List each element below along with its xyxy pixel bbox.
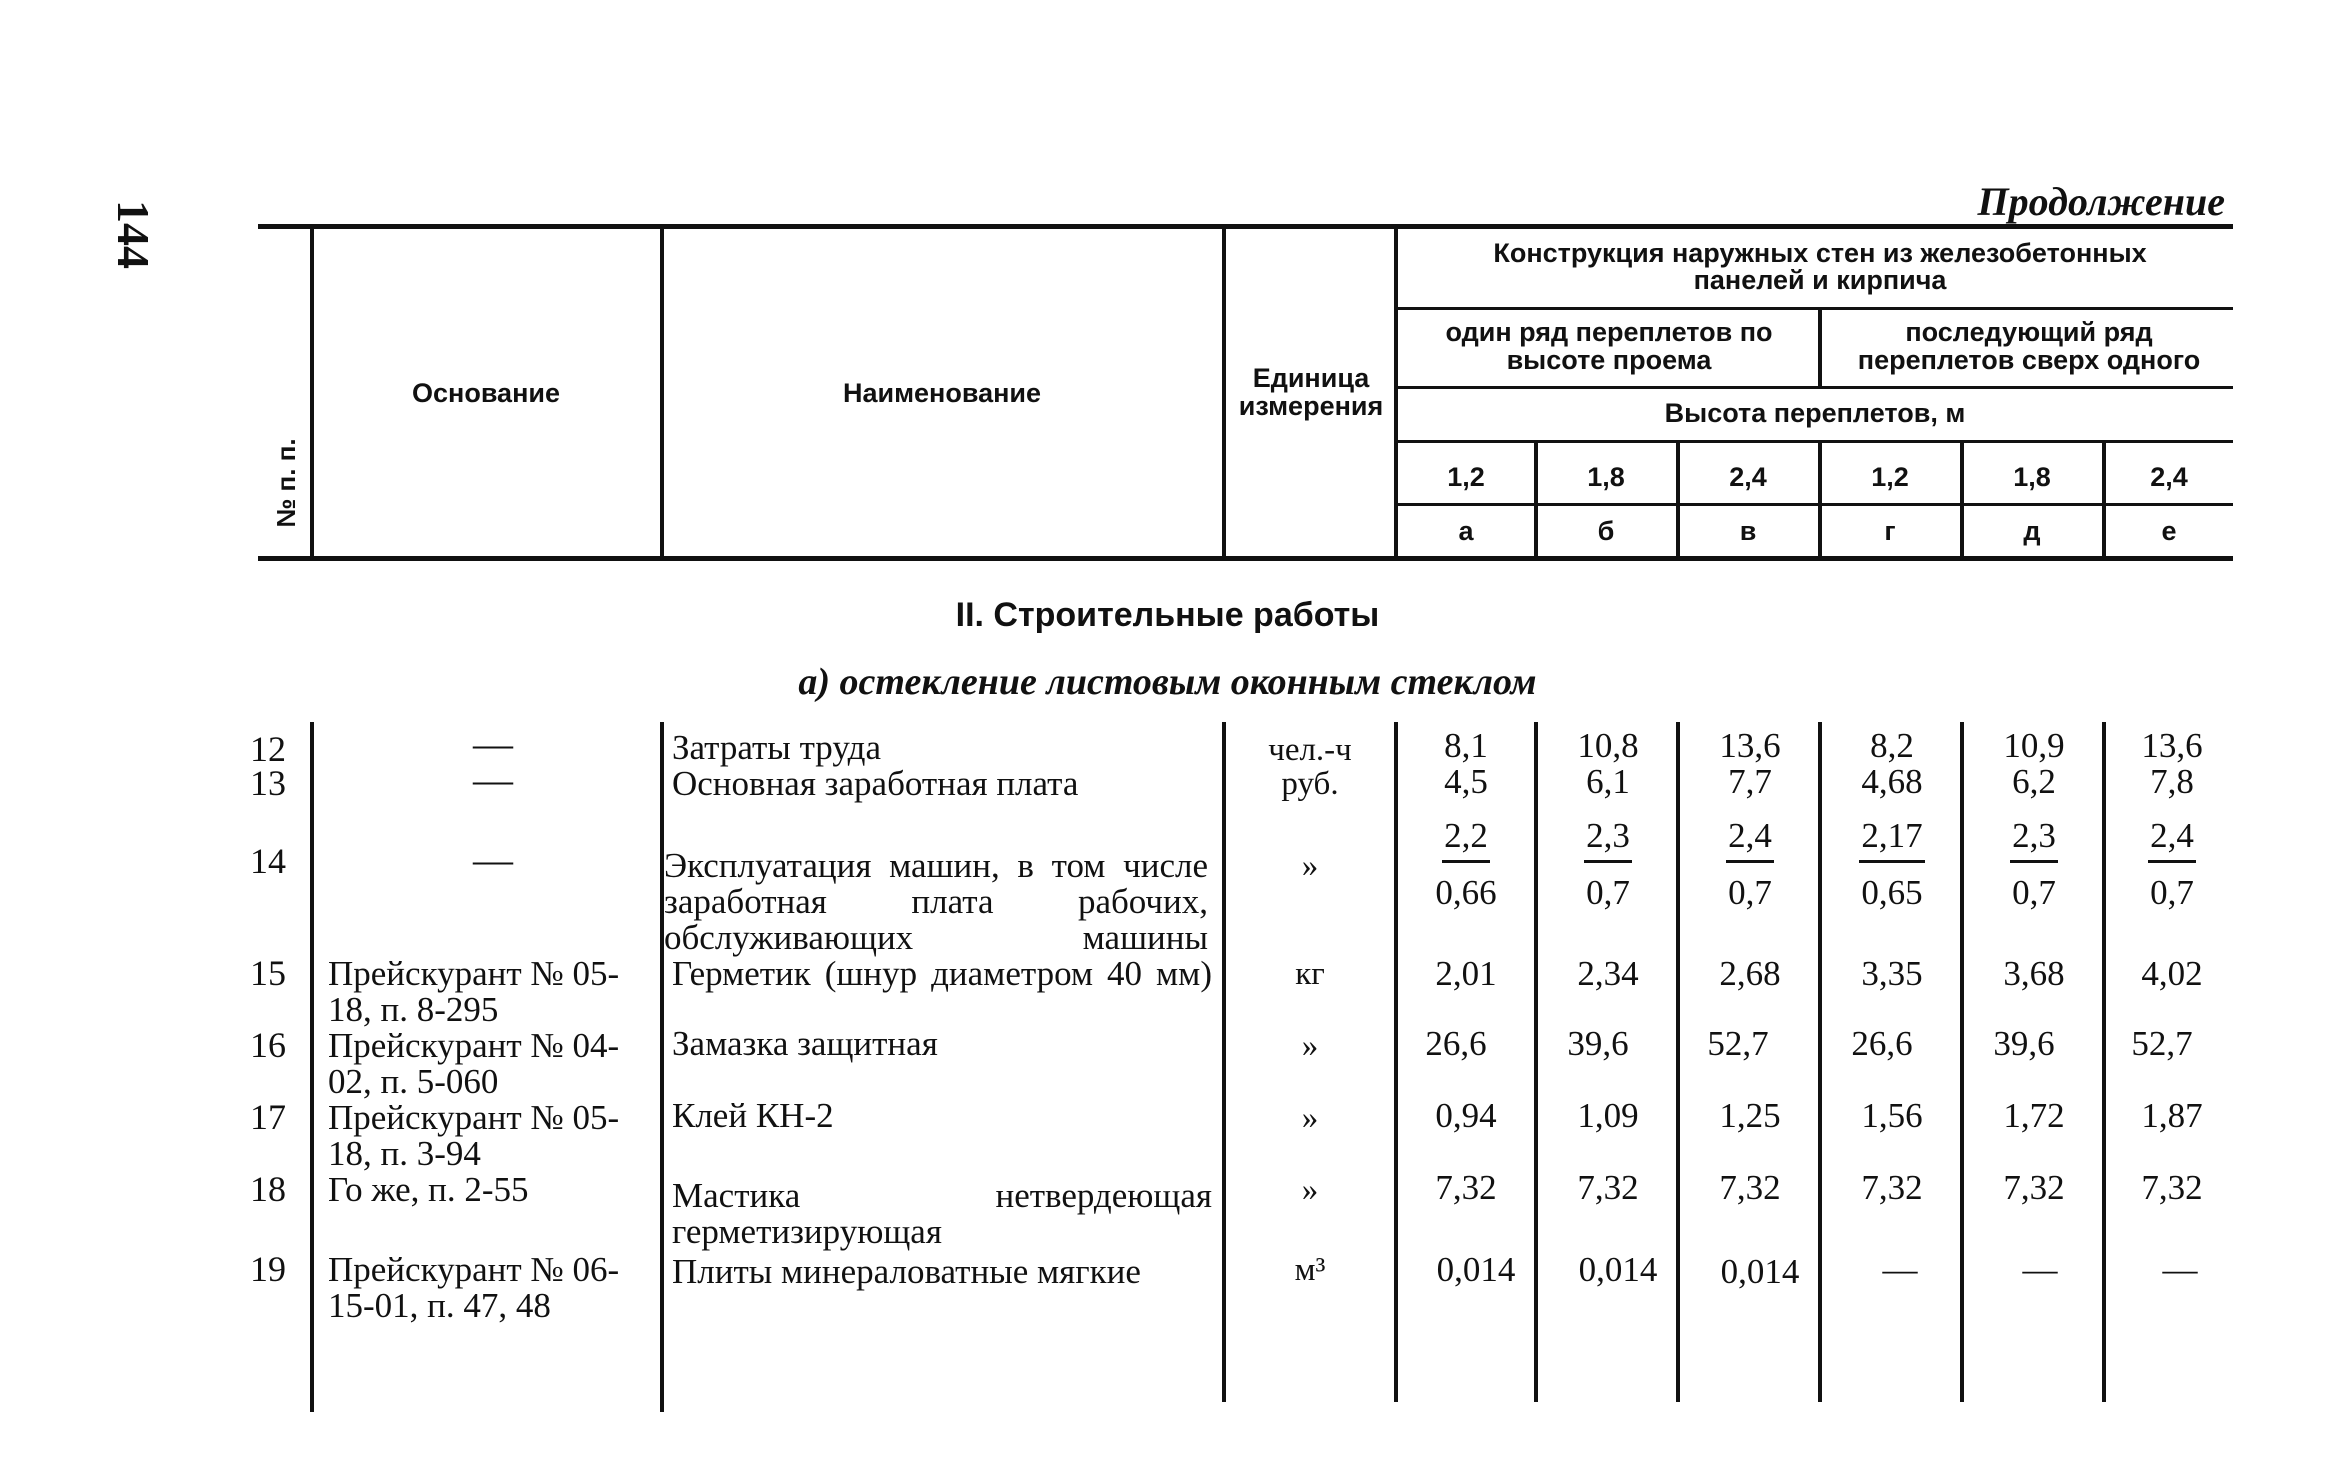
row-basis: —: [473, 837, 513, 882]
row-value-b: 2,34: [1577, 954, 1639, 993]
row-num: 15: [250, 953, 286, 993]
row-value-b: 0,014: [1578, 1250, 1658, 1289]
row-value-a: 4,5: [1444, 762, 1488, 801]
row-denominator: 0,7: [1586, 873, 1630, 912]
row-value-b: 6,1: [1586, 762, 1630, 801]
heights-rule: [1398, 503, 2233, 506]
section-title: II. Строительные работы: [955, 596, 1380, 634]
height-label: Высота переплетов, м: [1664, 398, 1966, 428]
height-f: 2,4: [2150, 462, 2188, 492]
row-num: 17: [250, 1097, 286, 1137]
row-value-f: 7,8: [2150, 762, 2194, 801]
row-value-a: 2,01: [1435, 954, 1497, 993]
row-value-d: 8,2: [1870, 726, 1914, 765]
body-vline-2: [660, 722, 664, 1412]
row-value-f: —: [2162, 1250, 2198, 1289]
row-value-e: 10,9: [2003, 726, 2065, 765]
letter-b: б: [1597, 516, 1615, 546]
letter-c: в: [1739, 516, 1757, 546]
row-value-a: 7,32: [1435, 1168, 1497, 1207]
group-title: Конструкция наружных стен из железобетонных панелей и кирпича: [1493, 238, 2147, 295]
row-numerator: 2,3: [1584, 816, 1632, 863]
row-numerator: 2,3: [2010, 816, 2058, 863]
row-name: Герметик (шнур диаметром 40 мм): [672, 954, 1212, 993]
row-value-a: 0,94: [1435, 1096, 1497, 1135]
row-fraction-c: [1680, 816, 1820, 913]
header-vline-3: [1222, 229, 1226, 556]
row-unit: кг: [1295, 956, 1325, 992]
subgroup-rule: [1398, 386, 2233, 389]
row-num: 13: [250, 763, 286, 803]
row-value-f: 1,87: [2141, 1096, 2203, 1135]
letter-a: а: [1458, 516, 1474, 546]
row-fraction-a: [1396, 816, 1536, 913]
row-basis: Прейскурант № 05-18, п. 8-295: [328, 954, 620, 1029]
row-numerator: 2,2: [1442, 816, 1490, 863]
row-value-c: 1,25: [1719, 1096, 1781, 1135]
row-value-d: —: [1882, 1250, 1918, 1289]
row-name: Плиты минераловатные мягкие: [672, 1252, 1141, 1291]
row-value-d: 3,35: [1861, 954, 1923, 993]
row-value-e: 39,6: [1993, 1024, 2055, 1063]
row-fraction-d: [1822, 816, 1962, 913]
subsection-title: а) остекление листовым оконным стеклом: [798, 661, 1537, 703]
page-number: 144: [108, 200, 159, 269]
row-value-f: 7,32: [2141, 1168, 2203, 1207]
row-denominator: 0,7: [1728, 873, 1772, 912]
row-num: 16: [250, 1025, 286, 1065]
row-name: Клей КН-2: [672, 1096, 834, 1135]
row-num: 14: [250, 841, 286, 881]
row-numerator: 2,4: [1726, 816, 1774, 863]
row-unit: м³: [1294, 1252, 1326, 1288]
row-name: Затраты труда: [672, 728, 881, 767]
row-denominator: 0,65: [1861, 873, 1923, 912]
row-fraction-b: [1538, 816, 1678, 913]
letter-d: г: [1884, 516, 1896, 546]
row-value-e: 7,32: [2003, 1168, 2065, 1207]
row-value-c: 2,68: [1719, 954, 1781, 993]
row-value-b: 39,6: [1567, 1024, 1629, 1063]
row-numerator: 2,17: [1859, 816, 1924, 863]
row-value-c: 0,014: [1720, 1252, 1800, 1291]
subgroup-1: один ряд переплетов по высоте проема: [1445, 317, 1773, 376]
subgroup-2: последующий ряд переплетов сверх одного: [1857, 317, 2201, 376]
row-fraction-e: [1964, 816, 2104, 913]
row-value-e: —: [2022, 1250, 2058, 1289]
row-fraction-f: [2102, 816, 2242, 913]
row-numerator: 2,4: [2148, 816, 2196, 863]
letter-e: д: [2023, 516, 2041, 546]
row-value-c: 7,7: [1728, 762, 1772, 801]
row-basis: —: [473, 757, 513, 802]
row-name: Замазка защитная: [672, 1024, 938, 1063]
row-value-a: 26,6: [1425, 1024, 1487, 1063]
row-value-d: 26,6: [1851, 1024, 1913, 1063]
row-unit: чел.-ч: [1268, 732, 1352, 768]
row-unit: »: [1301, 848, 1319, 884]
header-vline-1: [310, 229, 314, 556]
row-unit: »: [1301, 1100, 1319, 1136]
header-top-rule: [258, 224, 2233, 229]
row-value-f: 4,02: [2141, 954, 2203, 993]
group-title-rule: [1398, 307, 2233, 310]
header-vline-2: [660, 229, 664, 556]
col-num-header: № п. п.: [271, 438, 301, 528]
header-vline-sub: [1818, 310, 1822, 386]
height-a: 1,2: [1447, 462, 1485, 492]
row-num: 19: [250, 1249, 286, 1289]
row-value-e: 6,2: [2012, 762, 2056, 801]
row-basis: Прейскурант № 05-18, п. 3-94: [328, 1098, 620, 1173]
height-b: 1,8: [1587, 462, 1625, 492]
row-denominator: 0,7: [2150, 873, 2194, 912]
height-c: 2,4: [1729, 462, 1767, 492]
row-value-a: 0,014: [1436, 1250, 1516, 1289]
row-value-e: 1,72: [2003, 1096, 2065, 1135]
row-basis: —: [473, 721, 513, 766]
row-denominator: 0,66: [1435, 873, 1497, 912]
row-value-d: 4,68: [1861, 762, 1923, 801]
height-e: 1,8: [2013, 462, 2051, 492]
row-value-d: 7,32: [1861, 1168, 1923, 1207]
row-basis: Прейскурант № 06-15-01, п. 47, 48: [328, 1250, 620, 1325]
row-value-b: 10,8: [1577, 726, 1639, 765]
row-value-b: 7,32: [1577, 1168, 1639, 1207]
row-basis: Го же, п. 2-55: [328, 1170, 529, 1209]
row-name: Эксплуатация машин, в том числе заработная плата рабочих, обслуживающих машины: [664, 846, 1208, 957]
header-bottom-rule: [258, 556, 2233, 561]
height-d: 1,2: [1871, 462, 1909, 492]
letter-f: е: [2161, 516, 2177, 546]
continuation-label: Продолжение: [1977, 179, 2225, 224]
height-label-rule: [1398, 440, 2233, 443]
row-value-d: 1,56: [1861, 1096, 1923, 1135]
row-denominator: 0,7: [2012, 873, 2056, 912]
row-name: Мастика нетвердеющая герметизирующая: [672, 1176, 1212, 1251]
row-unit: »: [1301, 1172, 1319, 1208]
row-value-c: 52,7: [1707, 1024, 1769, 1063]
body-vline-3: [1222, 722, 1226, 1402]
col-name-header: Наименование: [842, 378, 1042, 408]
row-unit: »: [1301, 1028, 1319, 1064]
row-value-b: 1,09: [1577, 1096, 1639, 1135]
body-vline-1: [310, 722, 314, 1412]
row-value-f: 13,6: [2141, 726, 2203, 765]
row-basis: Прейскурант № 04-02, п. 5-060: [328, 1026, 620, 1101]
col-unit-header: Единица измерения: [1238, 363, 1384, 422]
row-value-e: 3,68: [2003, 954, 2065, 993]
row-value-f: 52,7: [2131, 1024, 2193, 1063]
row-num: 12: [250, 729, 286, 769]
row-num: 18: [250, 1169, 286, 1209]
header-vline-4: [1394, 229, 1398, 556]
col-basis-header: Основание: [412, 378, 560, 408]
row-value-c: 13,6: [1719, 726, 1781, 765]
row-value-a: 8,1: [1444, 726, 1488, 765]
row-value-c: 7,32: [1719, 1168, 1781, 1207]
row-unit: руб.: [1281, 766, 1339, 802]
row-name: Основная заработная плата: [672, 764, 1079, 803]
